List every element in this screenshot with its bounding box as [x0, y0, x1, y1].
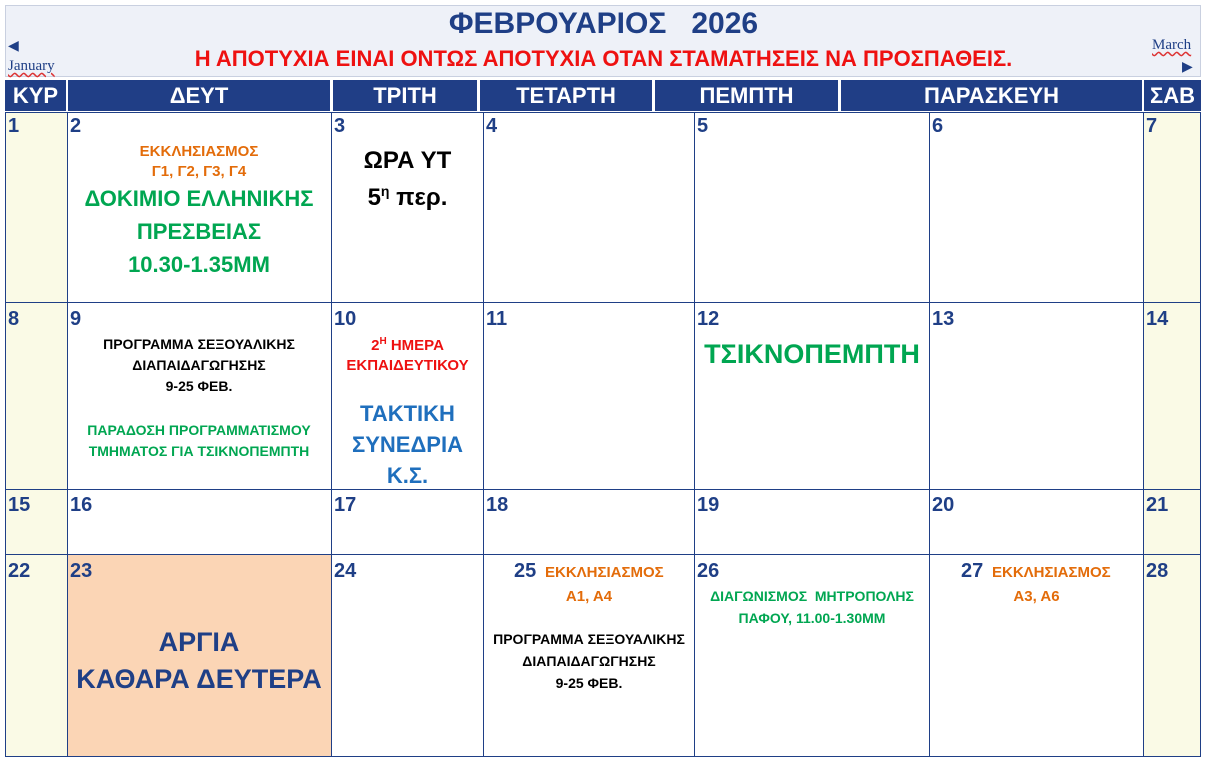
- event-text: Α1, Α4: [565, 588, 613, 605]
- event-text: ΔΙΑΠΑΙΔΑΓΩΓΗΣΗΣ: [522, 653, 656, 669]
- date-number: 13: [932, 308, 955, 330]
- day-header-wed: ΤΕΤΑΡΤΗ: [480, 80, 652, 111]
- date-number: 22: [8, 560, 31, 582]
- date-number: 15: [8, 494, 31, 516]
- event-text: ΩΡΑ ΥΤ: [363, 147, 452, 174]
- grid-line: [5, 112, 1201, 113]
- date-number: 12: [697, 308, 720, 330]
- event-text: Γ1, Γ2, Γ3, Γ4: [151, 163, 247, 180]
- date-number: 26: [697, 560, 720, 582]
- date-number: 11: [486, 308, 508, 330]
- date-number: 4: [486, 115, 498, 137]
- event-text: $2^H$ ΗΜΕΡΑ: [371, 336, 444, 354]
- event-text: ΤΜΗΜΑΤΟΣ ΓΙΑ ΤΣΙΚΝΟΠΕΜΠΤΗ: [88, 443, 310, 459]
- event-text: ΣΥΝΕΔΡΙΑ: [352, 432, 463, 457]
- grid-line: [1143, 112, 1144, 757]
- day-header-sat: ΣΑΒ: [1144, 80, 1201, 111]
- event-text: ΕΚΚΛΗΣΙΑΣΜΟΣ: [545, 564, 664, 581]
- date-number: 2: [70, 115, 82, 137]
- next-month-link[interactable]: March: [1152, 37, 1192, 53]
- date-number: 7: [1146, 115, 1158, 137]
- date-number: 19: [697, 494, 720, 516]
- grid-line: [5, 756, 1201, 757]
- date-number: 17: [334, 494, 357, 516]
- date-number: 5: [697, 115, 709, 137]
- grid-line: [5, 302, 1201, 303]
- event-text: ΠΡΟΓΡΑΜΜΑ ΣΕΞΟΥΑΛΙΚΗΣ: [493, 631, 685, 647]
- day-header-sun: ΚΥΡ: [5, 80, 66, 111]
- event-text: ΠΡΕΣΒΕΙΑΣ: [136, 219, 262, 244]
- saturday-column: [1143, 112, 1201, 757]
- grid-line: [5, 554, 1201, 555]
- right-triangle-icon[interactable]: ▶: [1182, 58, 1193, 74]
- sunday-column: [5, 112, 67, 757]
- holiday-text: ΚΑΘΑΡΑ ΔΕΥΤΕΡΑ: [76, 664, 322, 694]
- date-number: 27: [961, 560, 984, 582]
- grid-line: [1200, 112, 1201, 757]
- date-number: 20: [932, 494, 955, 516]
- event-text: ΠΑΡΑΔΟΣΗ ΠΡΟΓΡΑΜΜΑΤΙΣΜΟΥ: [87, 422, 311, 438]
- grid-line: [5, 489, 1201, 490]
- event-text: ΠΑΦΟΥ, 11.00-1.30ΜΜ: [738, 610, 886, 626]
- date-number: 1: [8, 115, 20, 137]
- date-number: 18: [486, 494, 509, 516]
- event-text: ΔΟΚΙΜΙΟ ΕΛΛΗΝΙΚΗΣ: [84, 186, 314, 211]
- date-number: 23: [70, 560, 93, 582]
- event-text: ΕΚΠΑΙΔΕΥΤΙΚΟΥ: [346, 357, 469, 374]
- grid-line: [5, 112, 6, 757]
- event-text: Α3, Α6: [1013, 588, 1060, 605]
- day-header-thu: ΠΕΜΠΤΗ: [655, 80, 838, 111]
- event-text: ΔΙΑΠΑΙΔΑΓΩΓΗΣΗΣ: [132, 357, 266, 373]
- date-number: 16: [70, 494, 93, 516]
- date-number: 25: [514, 560, 537, 582]
- day-header-tue: ΤΡΙΤΗ: [333, 80, 477, 111]
- date-number: 8: [8, 308, 20, 330]
- day-header-mon: ΔΕΥΤ: [68, 80, 330, 111]
- prev-month-link[interactable]: January: [8, 58, 55, 74]
- event-text: Κ.Σ.: [386, 463, 429, 488]
- date-number: 24: [334, 560, 357, 582]
- event-text: ΕΚΚΛΗΣΙΑΣΜΟΣ: [139, 143, 259, 160]
- event-text: ΤΑΚΤΙΚΗ: [360, 401, 455, 426]
- day-header-fri: ΠΑΡΑΣΚΕΥΗ: [841, 80, 1142, 111]
- holiday-text: ΑΡΓΙΑ: [158, 627, 240, 657]
- event-text: 9-25 ΦΕΒ.: [165, 378, 233, 394]
- date-number: 28: [1146, 560, 1169, 582]
- date-number: 10: [334, 308, 357, 330]
- event-text: ΤΣΙΚΝΟΠΕΜΠΤΗ: [704, 339, 920, 369]
- date-number: 21: [1146, 494, 1169, 516]
- month-title: ΦΕΒΡΟΥΑΡΙΟΣ 2026: [448, 7, 759, 40]
- event-text: ΔΙΑΓΩΝΙΣΜΟΣ ΜΗΤΡΟΠΟΛΗΣ: [710, 588, 914, 604]
- date-number: 14: [1146, 308, 1169, 330]
- date-number: 9: [70, 308, 82, 330]
- event-text: 9-25 ΦΕΒ.: [555, 675, 623, 691]
- event-text: ΠΡΟΓΡΑΜΜΑ ΣΕΞΟΥΑΛΙΚΗΣ: [103, 336, 295, 352]
- event-text: ΕΚΚΛΗΣΙΑΣΜΟΣ: [992, 564, 1111, 581]
- left-triangle-icon[interactable]: ◀: [8, 37, 19, 53]
- grid-line: [694, 112, 695, 757]
- grid-line: [929, 112, 930, 757]
- event-text: 10.30-1.35ΜΜ: [128, 252, 270, 277]
- date-number: 3: [334, 115, 346, 137]
- motto-text: Η ΑΠΟΤΥΧΙΑ ΕΙΝΑΙ ΟΝΤΩΣ ΑΠΟΤΥΧΙΑ ΟΤΑΝ ΣΤΑΜΑΤΗΣΕΙΣ ΝΑ ΠΡΟΣΠΑΘΕΙΣ.: [194, 46, 1013, 71]
- event-text: $5^\eta$ περ.: [367, 183, 448, 211]
- date-number: 6: [932, 115, 944, 137]
